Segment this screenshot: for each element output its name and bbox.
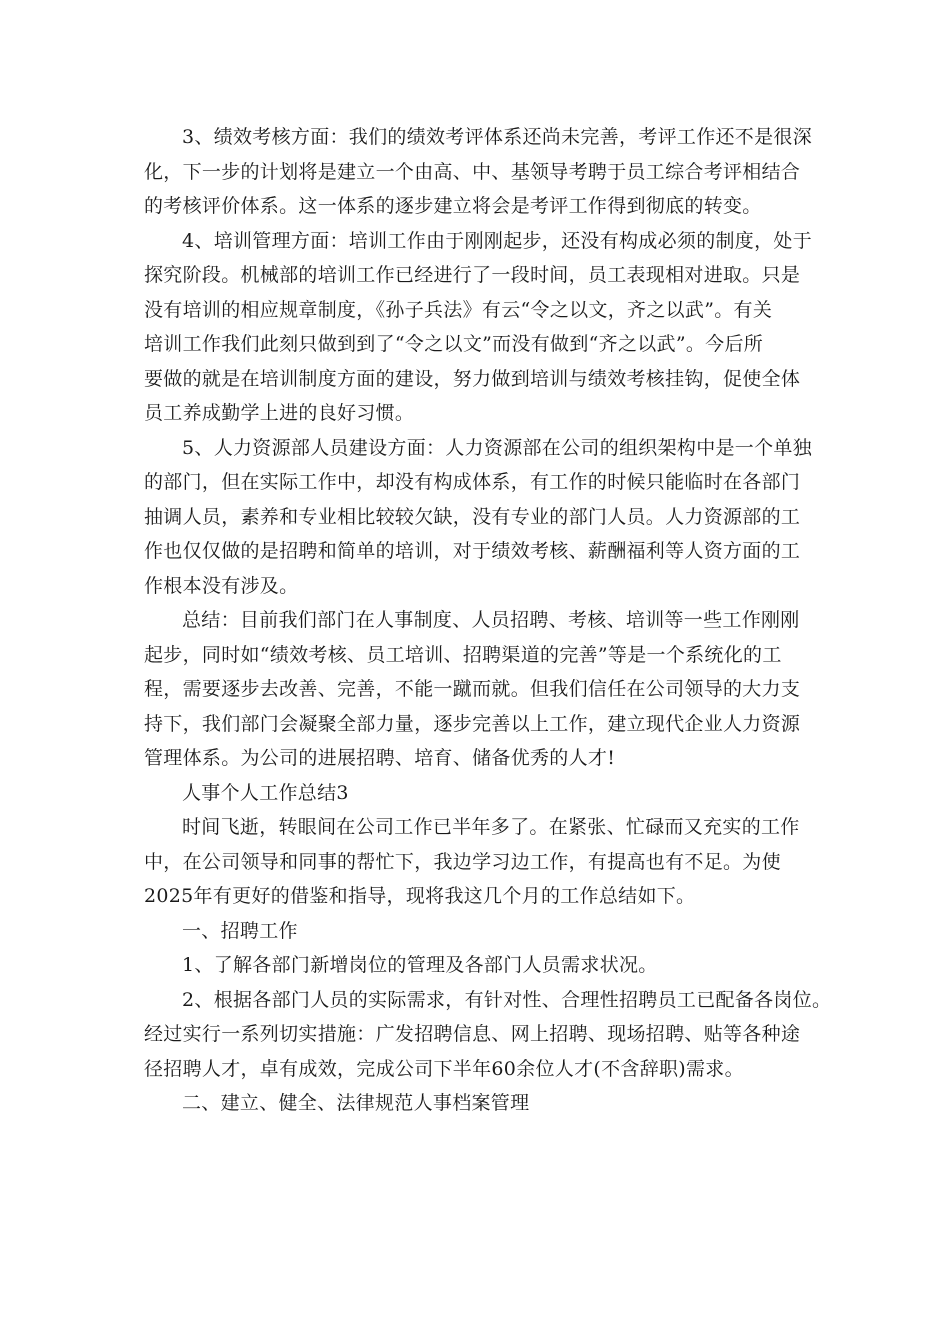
text-line: 员工养成勤学上进的良好习惯。	[144, 402, 415, 424]
text-line: 要做的就是在培训制度方面的建设，努力做到培训与绩效考核挂钩，促使全体	[144, 367, 801, 390]
text-line: 人事个人工作总结3	[182, 781, 349, 804]
text-line: 5、人力资源部人员建设方面：人力资源部在公司的组织架构中是一个单独	[182, 436, 812, 459]
text-line: 4、培训管理方面：培训工作由于刚刚起步，还没有构成必须的制度，处于	[182, 229, 812, 252]
text-line: 管理体系。为公司的进展招聘、培育、储备优秀的人才!	[144, 747, 616, 769]
text-line: 探究阶段。机械部的培训工作已经进行了一段时间，员工表现相对进取。只是	[144, 264, 801, 286]
text-line: 的部门，但在实际工作中，却没有构成体系，有工作的时候只能临时在各部门	[144, 471, 801, 493]
text-line: 径招聘人才，卓有成效，完成公司下半年60余位人才(不含辞职)需求。	[144, 1057, 744, 1080]
text-line: 程，需要逐步去改善、完善，不能一蹴而就。但我们信任在公司领导的大力支	[144, 678, 801, 700]
text-line: 3、绩效考核方面：我们的绩效考评体系还尚未完善，考评工作还不是很深	[182, 126, 812, 148]
text-line: 没有培训的相应规章制度，《孙子兵法》有云“令之以文，齐之以武”。有关	[144, 298, 773, 321]
text-line: 2、根据各部门人员的实际需求，有针对性、合理性招聘员工已配备各岗位。	[182, 988, 832, 1011]
text-line: 总结：目前我们部门在人事制度、人员招聘、考核、培训等一些工作刚刚	[182, 609, 800, 631]
text-line: 的考核评价体系。这一体系的逐步建立将会是考评工作得到彻底的转变。	[144, 195, 762, 217]
text-line: 时间飞逝，转眼间在公司工作已半年多了。在紧张、忙碌而又充实的工作	[182, 816, 800, 838]
text-line: 化，下一步的计划将是建立一个由高、中、基领导考聘于员工综合考评相结合	[144, 160, 801, 183]
text-line: 经过实行一系列切实措施：广发招聘信息、网上招聘、现场招聘、贴等各种途	[144, 1023, 801, 1045]
text-line: 起步，同时如“绩效考核、员工培训、招聘渠道的完善”等是一个系统化的工	[144, 643, 782, 666]
document-body	[144, 120, 832, 1121]
text-line: 一、招聘工作	[182, 919, 298, 942]
text-line: 抽调人员，素养和专业相比较较欠缺，没有专业的部门人员。人力资源部的工	[144, 505, 801, 528]
text-line: 持下，我们部门会凝聚全部力量，逐步完善以上工作，建立现代企业人力资源	[144, 712, 801, 735]
text-line: 作也仅仅做的是招聘和简单的培训，对于绩效考核、薪酬福利等人资方面的工	[144, 540, 801, 562]
text-line: 1、了解各部门新增岗位的管理及各部门人员需求状况。	[182, 954, 658, 976]
text-line: 2025年有更好的借鉴和指导，现将我这几个月的工作总结如下。	[144, 885, 696, 907]
text-line: 培训工作我们此刻只做到到了“令之以文”而没有做到“齐之以武”。今后所	[144, 333, 764, 355]
text-line: 作根本没有涉及。	[144, 574, 299, 597]
text-line: 中，在公司领导和同事的帮忙下，我边学习边工作，有提高也有不足。为使	[144, 850, 781, 873]
text-line: 二、建立、健全、法律规范人事档案管理	[182, 1092, 530, 1114]
